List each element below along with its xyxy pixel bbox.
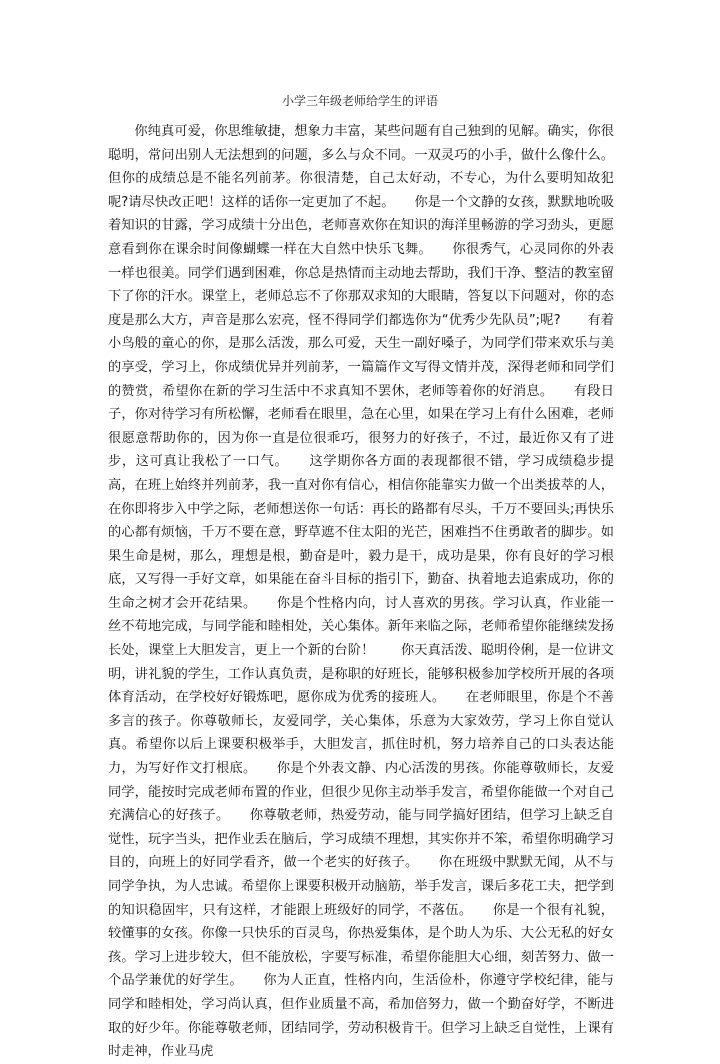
document-title: 小学三年级老师给学生的评语 xyxy=(281,94,438,108)
document-body xyxy=(108,120,614,1064)
body-paragraph: 你纯真可爱，你思维敏捷，想象力丰富，某些问题有自己独到的见解。确实，你很聪明，常问出别人无法想到的问题，多么与众不同。一双灵巧的小手，做什么像什么。但你的成绩总是不能名列前茅。你很清楚，自己太好动，不专心，为什么要明知故犯呢?请尽快改正吧！这样的话你一定更加了不起。 你是一个文静的女孩，默默地吮吸着知识的甘露，学习成绩十分出色，老师喜欢你在知识的海洋里畅游的学习劲头，更愿意看到你在课余时间像蝴蝶一样在大自然中快乐飞舞。 你很秀气，心灵同你的外表一样也很美。同学们遇到困难，你总是热情而主动地去帮助，我们干净、整洁的教室留下了你的汗水。课堂上，老师总忘不了你那双求知的大眼睛，答复以下问题对，你的态度是那么大方，声音是那么宏亮，怪不得同学们都选你为“优秀少先队员”;呢? 有着小鸟般的童心的你，是那么活泼，那么可爱，天生一副好嗓子，为同学们带来欢乐与美的享受，学习上，你成绩优异并列前茅，一篇篇作文写得文情并茂，深得老师和同学们的赞赏，希望你在新的学习生活中不求真知不罢休，老师等着你的好消息。 有段日子，你对待学习有所松懈，老师看在眼里，急在心里，如果在学习上有什么困难，老师很愿意帮助你的，因为你一直是位很乖巧，很努力的好孩子，不过，最近你又有了进步，这可真让我松了一口气。 这学期你各方面的表现都很不错，学习成绩稳步提高，在班上始终并列前茅，我一直对你有信心，相信你能靠实力做一个出类拔萃的人，在你即将步入中学之际，老师想送你一句话：再长的路都有尽头，千万不要回头;再快乐的心都有烦恼，千万不要在意，野草遮不住太阳的光芒，困难挡不住勇敢者的脚步。如果生命是树，那么，理想是根，勤奋是叶，毅力是干，成功是果，你有良好的学习根底，又写得一手好文章，如果能在奋斗目标的指引下，勤奋、执着地去追索成功，你的生命之树才会开花结果。 你是个性格内向，讨人喜欢的男孩。学习认真，作业能一丝不苟地完成，与同学能和睦相处，关心集体。新年来临之际，老师希望你能继续发扬长处，课堂上大胆发言，更上一个新的台阶！ 你天真活泼、聪明伶俐，是一位讲文明，讲礼貌的学生，工作认真负责，是称职的好班长，能够积极参加学校所开展的各项体育活动，在学校好好锻炼吧，愿你成为优秀的接班人。 在老师眼里，你是个不善多言的孩子。你尊敬师长，友爱同学，关心集体，乐意为大家效劳，学习上你自觉认真。希望你以后上课要积极举手，大胆发言，抓住时机，努力培养自己的口头表达能力，为写好作文打根底。 你是个外表文静、内心活泼的男孩。你能尊敬师长，友爱同学，能按时完成老师布置的作业，但很少见你主动举手发言，希望你能做一个对自己充满信心的好孩子。 你尊敬老师，热爱劳动，能与同学搞好团结，但学习上缺乏自觉性，玩字当头，把作业丢在脑后，学习成绩不理想，其实你并不笨，希望你明确学习目的，向班上的好同学看齐，做一个老实的好孩子。 你在班级中默默无闻，从不与同学争执，为人忠诚。希望你上课要积极开动脑筋，举手发言，课后多花工夫，把学到的知识稳固牢，只有这样，才能跟上班级好的同学，不落伍。 你是一个很有礼貌，较懂事的女孩。你像一只快乐的百灵鸟，你热爱集体，是个助人为乐、大公无私的好女孩。学习上进步较大，但不能放松，字要写标准，希望你能胆大心细，刻苦努力、做一个品学兼优的好学生。 你为人正直，性格内向，生活俭朴，你遵守学校纪律，能与同学和睦相处，学习尚认真，但作业质量不高，希加倍努力，做一个勤奋好学，不断进取的好少年。你能尊敬老师，团结同学，劳动积极肯干。但学习上缺乏自觉性，上课有时走神，作业马虎 xyxy=(108,124,614,1060)
